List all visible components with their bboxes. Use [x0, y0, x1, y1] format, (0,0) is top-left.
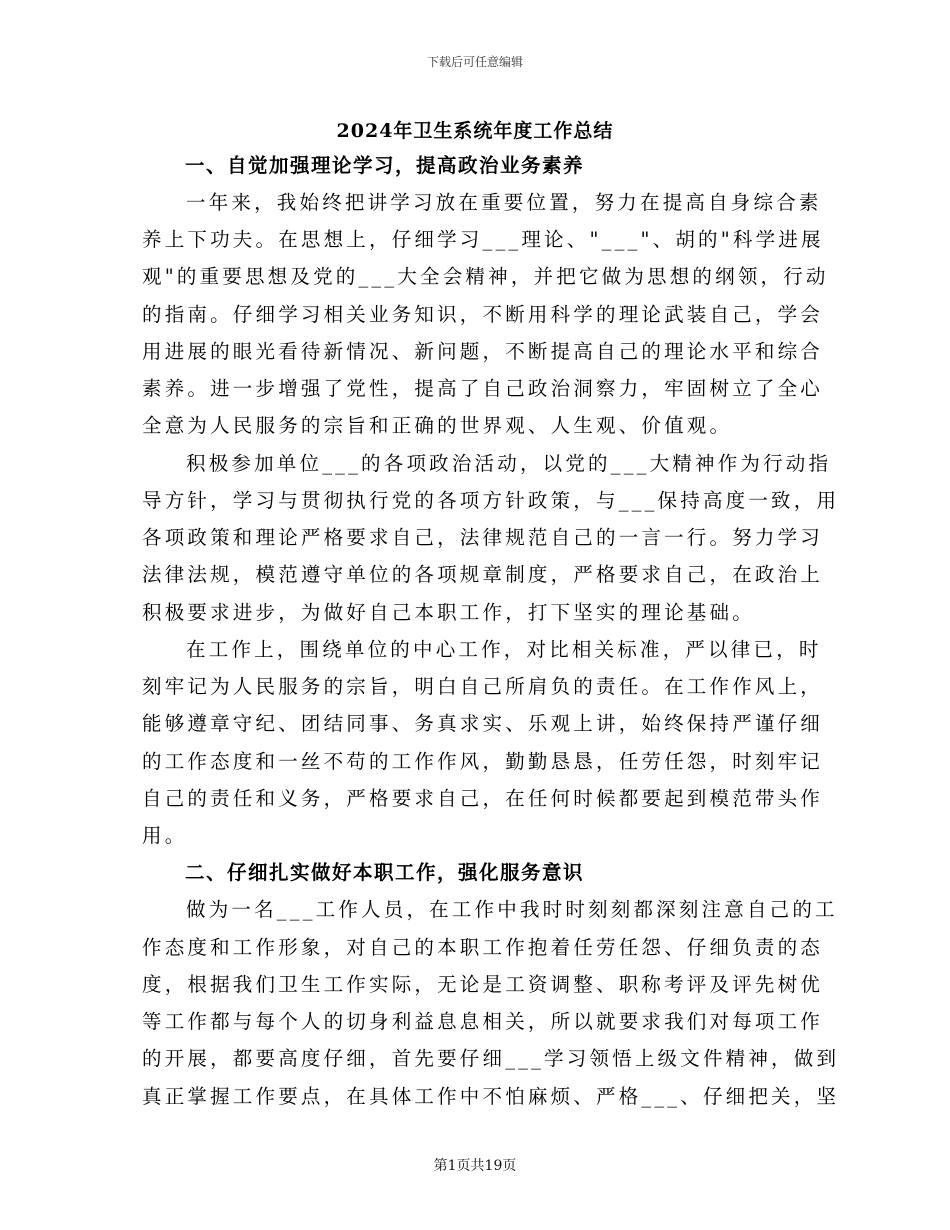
document-title: 2024年卫生系统年度工作总结 — [336, 120, 614, 142]
page-number: 第1页共19页 — [433, 1158, 517, 1174]
text-line: 度，根据我们卫生工作实际，无论是工资调整、职称考评及评先树优 — [142, 973, 824, 996]
section-heading-2: 二、仔细扎实做好本职工作，强化服务意识 — [185, 861, 585, 884]
text-line: 素养。进一步增强了党性，提高了自己政治洞察力，牢固树立了全心 — [142, 377, 824, 400]
text-line: 法律法规，模范遵守单位的各项规章制度，严格要求自己，在政治上 — [142, 563, 824, 586]
text-line: 作态度和工作形象，对自己的本职工作抱着任劳任怨、仔细负责的态 — [142, 936, 824, 959]
text-line: 观"的重要思想及党的___大全会精神，并把它做为思想的纲领，行动 — [142, 265, 829, 288]
text-line: 养上下功夫。在思想上，仔细学习___理论、"___"、胡的"科学进展 — [142, 228, 824, 251]
section-heading-1: 一、自觉加强理论学习，提高政治业务素养 — [185, 154, 585, 177]
text-line: 刻牢记为人民服务的宗旨，明白自己所肩负的责任。在工作作风上， — [142, 675, 824, 698]
text-line: 等工作都与每个人的切身利益息息相关，所以就要求我们对每项工作 — [142, 1010, 824, 1033]
text-line: 的指南。仔细学习相关业务知识，不断用科学的理论武装自己，学会 — [142, 303, 824, 326]
text-line: 用。 — [142, 824, 188, 847]
text-line: 的开展，都要高度仔细，首先要仔细___学习领悟上级文件精神，做到 — [142, 1047, 840, 1070]
text-line: 能够遵章守纪、团结同事、务真求实、乐观上讲，始终保持严谨仔细 — [142, 712, 824, 735]
text-line: 全意为人民服务的宗旨和正确的世界观、人生观、价值观。 — [142, 414, 733, 437]
text-line: 自己的责任和义务，严格要求自己，在任何时候都要起到模范带头作 — [142, 787, 824, 810]
text-line: 用进展的眼光看待新情况、新问题，不断提高自己的理论水平和综合 — [142, 340, 824, 363]
text-line: 的工作态度和一丝不苟的工作作风，勤勤恳恳，任劳任怨，时刻牢记 — [142, 750, 824, 773]
text-line: 在工作上，围绕单位的中心工作，对比相关标准，严以律已，时 — [186, 638, 822, 661]
text-line: 导方针，学习与贯彻执行党的各项方针政策，与___保持高度一致，用 — [142, 489, 840, 512]
text-line: 积极要求进步，为做好自己本职工作，打下坚实的理论基础。 — [142, 601, 755, 624]
text-line: 各项政策和理论严格要求自己，法律规范自己的一言一行。努力学习 — [142, 526, 824, 549]
text-line: 真正掌握工作要点，在具体工作中不怕麻烦、严格___、仔细把关，坚 — [142, 1085, 840, 1108]
page-header-note: 下载后可任意编辑 — [426, 55, 523, 69]
text-line: 积极参加单位___的各项政治活动，以党的___大精神作为行动指 — [186, 452, 832, 475]
text-line: 做为一名___工作人员，在工作中我时时刻刻都深刻注意自己的工 — [186, 898, 838, 921]
text-line: 一年来，我始终把讲学习放在重要位置，努力在提高自身综合素 — [186, 191, 822, 214]
